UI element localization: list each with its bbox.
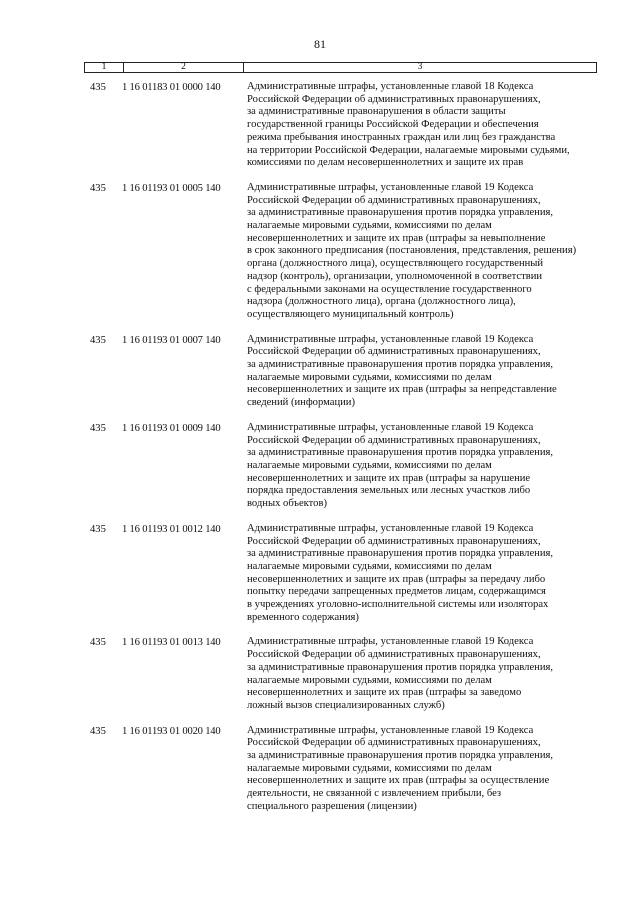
description-line: за административные правонарушения против порядка управления, [247, 661, 554, 673]
admin-code-cell: 435 [90, 725, 106, 737]
header-col-1: 1 [85, 63, 124, 72]
description-line: в срок законного предписания (постановления, представления, решения) [247, 245, 577, 257]
table-row [84, 81, 597, 170]
description-line: временного содержания) [247, 611, 359, 623]
budget-code-cell: 1 16 01193 01 0007 140 [122, 334, 221, 346]
table-row [84, 334, 597, 410]
description-line: за административные правонарушения против порядка управления, [247, 750, 554, 762]
description-cell [246, 725, 597, 814]
table-body [84, 81, 597, 826]
description-line: сведений (информации) [247, 397, 355, 409]
page-number: 81 [314, 37, 326, 51]
budget-code-cell: 1 16 01193 01 0013 140 [122, 637, 221, 649]
description-line: налагаемые мировыми судьями, комиссиями по делам [247, 220, 492, 232]
header-col-3: 3 [417, 62, 423, 72]
description-line: Административные штрафы, установленные главой 19 Кодекса [247, 522, 534, 534]
description-line: порядка предоставления земельных или лесных участков либо [247, 485, 531, 497]
description-line: Российской Федерации об административных правонарушениях, [247, 434, 541, 446]
budget-code-cell: 1 16 01193 01 0005 140 [122, 182, 221, 194]
description-line: надзор (контроль), организации, уполномоченной в соответствии [247, 270, 543, 282]
description-line: за административные правонарушения в области защиты [247, 106, 506, 118]
description-line: Административные штрафы, установленные главой 19 Кодекса [247, 181, 534, 193]
description-line: комиссиями по делам несовершеннолетних и защите их прав [247, 157, 524, 169]
description-cell [246, 636, 597, 712]
budget-code-cell: 1 16 01193 01 0020 140 [122, 725, 221, 737]
admin-code-cell: 435 [90, 182, 106, 194]
admin-code-cell: 435 [90, 82, 106, 93]
description-line: надзора (должностного лица), органа (должностного лица), [247, 296, 516, 308]
budget-code-cell: 1 16 01193 01 0009 140 [122, 422, 221, 434]
description-line: налагаемые мировыми судьями, комиссиями по делам [247, 371, 492, 383]
description-line: водных объектов) [247, 498, 327, 510]
admin-code-cell: 435 [90, 637, 106, 649]
description-line: Административные штрафы, установленные главой 19 Кодекса [247, 724, 534, 736]
description-line: Российской Федерации об административных правонарушениях, [247, 194, 541, 206]
description-line: за административные правонарушения против порядка управления, [247, 548, 554, 560]
description-line: Российской Федерации об административных правонарушениях, [247, 649, 541, 661]
description-line: осуществляющего муниципальный контроль) [247, 308, 454, 320]
description-line: на территории Российской Федерации, налагаемые мировыми судьями, [247, 144, 570, 156]
description-line: налагаемые мировыми судьями, комиссиями по делам [247, 674, 492, 686]
description-line: несовершеннолетних и защите их прав (штрафы за невыполнение [247, 232, 546, 244]
table-row [84, 725, 597, 814]
description-line: Административные штрафы, установленные главой 19 Кодекса [247, 333, 534, 345]
description-line: попытку передачи запрещенных предметов лицам, содержащимся [247, 586, 546, 598]
description-line: специального разрешения (лицензии) [247, 800, 417, 812]
header-col-2: 2 [124, 63, 244, 72]
description-cell [246, 334, 597, 410]
description-line: Российской Федерации об административных правонарушениях, [247, 535, 541, 547]
description-line: с федеральными законами на осуществление государственного [247, 283, 532, 295]
description-line: несовершеннолетних и защите их прав (штрафы за заведомо [247, 687, 522, 699]
description-line: режима пребывания иностранных граждан или лиц без гражданства [247, 131, 556, 143]
description-cell [246, 81, 597, 170]
description-line: государственной границы Российской Федерации и обеспечения [247, 119, 539, 131]
description-line: за административные правонарушения против порядка управления, [247, 207, 554, 219]
table-row [84, 636, 597, 712]
description-line: Российской Федерации об административных правонарушениях, [247, 737, 541, 749]
description-line: деятельности, не связанной с извлечением прибыли, без [247, 788, 502, 800]
description-line: налагаемые мировыми судьями, комиссиями по делам [247, 459, 492, 471]
table-header [84, 62, 597, 73]
description-line: несовершеннолетних и защите их прав (штрафы за непредставление [247, 384, 557, 396]
description-cell [246, 182, 597, 322]
description-cell [246, 422, 597, 511]
description-line: налагаемые мировыми судьями, комиссиями по делам [247, 762, 492, 774]
budget-code-cell: 1 16 01183 01 0000 140 [122, 82, 221, 93]
description-line: органа (должностного лица), осуществляющего государственный [247, 258, 544, 270]
table-row [84, 182, 597, 322]
admin-code-cell: 435 [90, 422, 106, 434]
description-line: несовершеннолетних и защите их прав (штрафы за нарушение [247, 472, 531, 484]
description-line: Административные штрафы, установленные главой 19 Кодекса [247, 421, 534, 433]
description-line: за административные правонарушения против порядка управления, [247, 359, 554, 371]
description-line: несовершеннолетних и защите их прав (штрафы за осуществление [247, 775, 550, 787]
table-row [84, 422, 597, 511]
description-line: Административные штрафы, установленные главой 18 Кодекса [247, 81, 534, 92]
description-line: Российской Федерации об административных правонарушениях, [247, 93, 541, 105]
description-line: несовершеннолетних и защите их прав (штрафы за передачу либо [247, 573, 546, 585]
table-row [84, 523, 597, 625]
description-line: Административные штрафы, установленные главой 19 Кодекса [247, 636, 534, 648]
admin-code-cell: 435 [90, 523, 106, 535]
description-line: в учреждениях уголовно-исполнительной системы или изоляторах [247, 599, 549, 611]
description-cell [246, 523, 597, 625]
description-line: ложный вызов специализированных служб) [247, 699, 445, 711]
description-line: налагаемые мировыми судьями, комиссиями по делам [247, 560, 492, 572]
description-line: Российской Федерации об административных правонарушениях, [247, 346, 541, 358]
admin-code-cell: 435 [90, 334, 106, 346]
budget-code-cell: 1 16 01193 01 0012 140 [122, 523, 221, 535]
description-line: за административные правонарушения против порядка управления, [247, 447, 554, 459]
